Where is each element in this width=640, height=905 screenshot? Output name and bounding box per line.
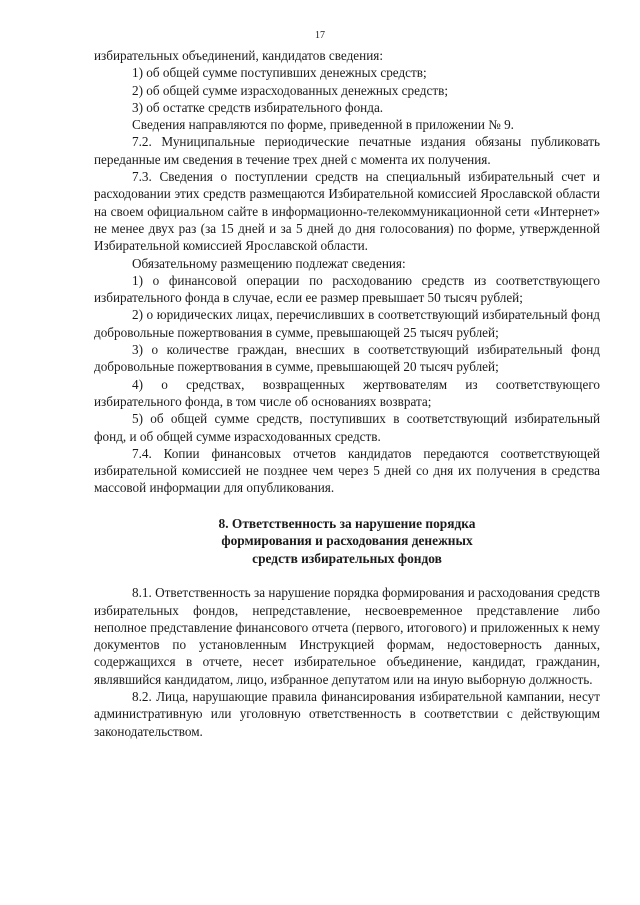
paragraph: избирательных объединений, кандидатов сведения: xyxy=(94,48,383,63)
paragraph: 5) об общей сумме средств, поступивших в соответствующий избирательный фонд, и об общей сумме израсходованных средств. xyxy=(94,411,600,444)
paragraph: 8.1. Ответственность за нарушение порядка формирования и расходования средств избирательных фондов, непредставление, несвоевременное представление либо неполное представление финансового отчета (первого, итогового) и приложенных к нему документов по установленным Инструкцией формам, недостоверность данных, содержащихся в отчете, несет избирательное объединение, кандидат, гражданин, являвшийся кандидатом, лицо, избранное депутатом или на иную выборную должность. xyxy=(94,585,600,687)
section-heading xyxy=(94,515,600,568)
section-heading-line: формирования и расходования денежных xyxy=(221,533,473,549)
paragraph: 7.2. Муниципальные периодические печатные издания обязаны публиковать переданные им сведения в течение трех дней с момента их получения. xyxy=(94,134,600,167)
paragraph: 4) о средствах, возвращенных жертвователям из соответствующего избирательного фонда, в том числе об основаниях возврата; xyxy=(94,376,600,409)
paragraph: 7.3. Сведения о поступлении средств на специальный избирательный счет и расходовании этих средств размещаются Избирательной комиссией Ярославской области на своем официальном сайте в информационно-телекоммуникационной сети «Интернет» не менее двух раз (за 15 дней и за 5 дней до дня голосования) по форме, утвержденной Избирательной комиссией Ярославской области. xyxy=(94,169,600,254)
paragraph: 3) о количестве граждан, внесших в соответствующий избирательный фонд добровольные пожертвования в сумме, превышающей 20 тысяч рублей; xyxy=(94,342,600,375)
paragraph: 2) о юридических лицах, перечисливших в соответствующий избирательный фонд добровольные пожертвования в сумме, превышающей 25 тысяч рублей; xyxy=(94,307,600,340)
paragraph: 7.4. Копии финансовых отчетов кандидатов передаются соответствующей избирательной комиссией не позднее чем через 5 дней со дня их получения в средства массовой информации для опубликования. xyxy=(94,445,600,496)
page-number: 17 xyxy=(315,30,325,41)
paragraph: 1) о финансовой операции по расходованию средств из соответствующего избирательного фонда в случае, если ее размер превышает 50 тысяч рублей; xyxy=(94,272,600,306)
document-body xyxy=(94,47,600,740)
paragraph: Обязательному размещению подлежат сведения: xyxy=(132,255,406,271)
paragraph: 8.2. Лица, нарушающие правила финансирования избирательной кампании, несут административную или уголовную ответственность в соответствии с действующим законодательством. xyxy=(94,689,600,739)
paragraph: 3) об остатке средств избирательного фонда. xyxy=(132,99,384,115)
section-heading-line: 8. Ответственность за нарушение порядка xyxy=(218,515,476,531)
section-heading-line: средств избирательных фондов xyxy=(252,550,442,566)
paragraph: 2) об общей сумме израсходованных денежных средств; xyxy=(132,82,448,98)
paragraph: 1) об общей сумме поступивших денежных средств; xyxy=(132,65,427,81)
paragraph: Сведения направляются по форме, приведенной в приложении № 9. xyxy=(132,117,514,133)
